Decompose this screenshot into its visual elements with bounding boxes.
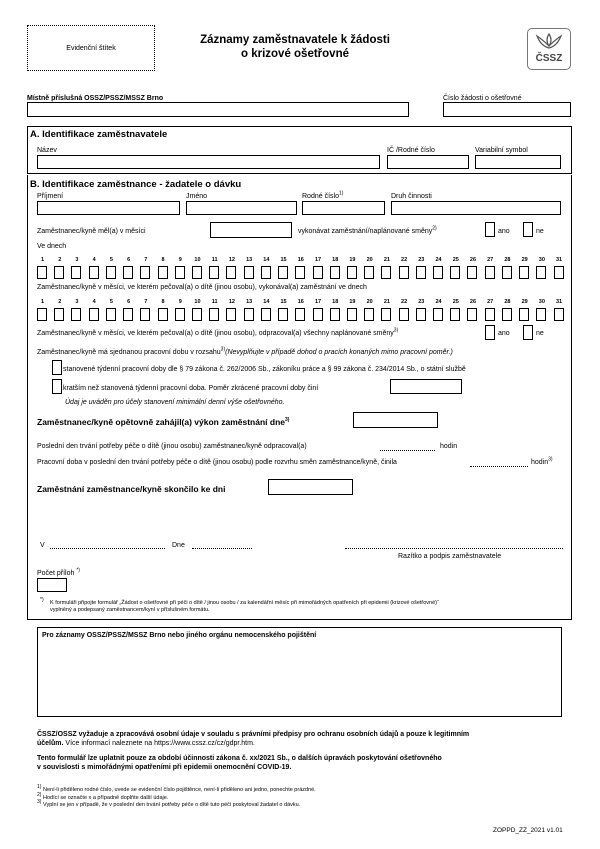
day-number: 10 — [194, 257, 201, 263]
shorter-hours-checkbox[interactable] — [52, 379, 62, 394]
day-cell — [536, 257, 547, 279]
day-cell — [364, 257, 375, 279]
day-cell — [519, 257, 530, 279]
day-checkbox[interactable] — [433, 308, 443, 321]
day-number: 30 — [538, 257, 545, 263]
day-checkbox[interactable] — [416, 266, 426, 279]
day-checkbox[interactable] — [37, 308, 47, 321]
day-cell — [554, 299, 565, 321]
day-number: 27 — [487, 299, 494, 305]
day-checkbox[interactable] — [330, 308, 340, 321]
day-cell — [158, 299, 169, 321]
day-checkbox[interactable] — [54, 308, 64, 321]
month-question-text: Zaměstnanec/kyně měl(a) v měsíci — [37, 228, 146, 235]
day-number: 9 — [178, 257, 182, 263]
day-number: 24 — [435, 257, 442, 263]
worked-days-row — [37, 299, 565, 321]
day-number: 29 — [521, 257, 528, 263]
attachments-footnote-2: vyplněný a podepsaný zaměstnancem/kyní v příslušném formátu. — [50, 607, 210, 613]
day-number: 1 — [40, 257, 45, 263]
day-cell — [54, 257, 65, 279]
day-number: 10 — [194, 299, 201, 305]
day-checkbox[interactable] — [209, 308, 219, 321]
sticker-label: Evidenční štítek — [66, 45, 116, 52]
birthno-label: Rodné číslo$^{1)}$ — [302, 190, 344, 200]
day-cell — [433, 257, 444, 279]
standard-hours-text: stanovené týdenní pracovní doby dle § 79 zákona č. 262/2006 Sb., zákoníku práce a § 99 zákona č. 234/2014 Sb., o státní službě — [63, 366, 466, 373]
day-checkbox[interactable] — [226, 308, 236, 321]
day-cell — [89, 257, 100, 279]
day-cell — [433, 299, 444, 321]
ic-label: IČ /Rodné číslo — [387, 147, 435, 154]
employer-name-field[interactable] — [37, 155, 380, 169]
day-number: 25 — [452, 299, 459, 305]
office-field[interactable] — [27, 102, 409, 117]
day-number: 12 — [228, 299, 235, 305]
day-cell — [347, 257, 358, 279]
standard-hours-checkbox[interactable] — [52, 360, 62, 375]
workhours-text: Zaměstnanec/kyně má sjednanou pracovní dobu v rozsahu$^{3)}$(Nevyplňujte v případě dohod o pracích konaných mimo pracovní poměr.) — [37, 346, 453, 356]
surname-label: Příjmení — [37, 193, 64, 200]
day-checkbox[interactable] — [519, 266, 529, 279]
day-checkbox[interactable] — [330, 266, 340, 279]
day-number: 26 — [469, 299, 477, 305]
title-line-1: Záznamy zaměstnavatele k žádosti — [200, 34, 390, 46]
month-yes-label: ano — [498, 228, 510, 235]
gdpr-notice — [37, 730, 567, 748]
day-checkbox[interactable] — [175, 308, 185, 321]
day-number: 1 — [40, 299, 45, 305]
gdpr-line-1: ČSSZ/OSSZ vyžaduje a zpracovává osobní údaje v souladu s právními předpisy pro ochranu osobních údajů a pouze k legitimním — [37, 731, 470, 738]
place-label: V — [40, 542, 45, 549]
day-cell — [313, 299, 324, 321]
day-cell — [381, 299, 392, 321]
place-field[interactable] — [50, 548, 165, 549]
day-cell — [175, 257, 186, 279]
activity-field[interactable] — [391, 201, 561, 215]
day-number: 22 — [401, 257, 408, 263]
section-b-title: B. Identifikace zaměstnance - žadatele o dávku — [30, 179, 242, 190]
day-cell — [295, 299, 306, 321]
day-number: 17 — [314, 257, 322, 263]
day-cell — [347, 299, 358, 321]
day-checkbox[interactable] — [140, 266, 150, 279]
day-cell — [519, 299, 530, 321]
day-checkbox[interactable] — [450, 266, 460, 279]
day-checkbox[interactable] — [450, 308, 460, 321]
day-checkbox[interactable] — [502, 308, 512, 321]
day-number: 7 — [144, 299, 148, 305]
schedule-hours-field[interactable] — [470, 466, 528, 467]
day-checkbox[interactable] — [158, 308, 168, 321]
day-checkbox[interactable] — [89, 308, 99, 321]
day-cell — [330, 299, 341, 321]
day-number: 2 — [58, 299, 62, 305]
page-title — [160, 33, 430, 61]
day-cell — [209, 299, 220, 321]
day-cell — [313, 257, 324, 279]
ended-date-field[interactable] — [268, 479, 353, 495]
day-checkbox[interactable] — [467, 308, 477, 321]
day-checkbox[interactable] — [192, 308, 202, 321]
day-cell — [175, 299, 186, 321]
day-checkbox[interactable] — [278, 266, 288, 279]
all-shifts-yes-checkbox[interactable] — [485, 325, 495, 340]
request-no-field[interactable] — [443, 102, 571, 117]
day-cell — [123, 257, 134, 279]
day-checkbox[interactable] — [519, 308, 529, 321]
day-cell — [485, 257, 496, 279]
day-cell — [140, 257, 151, 279]
planned-days-row — [37, 257, 565, 279]
shorter-hours-text: kratším než stanovená týdenní pracovní doba. Poměr zkrácené pracovní doby činí — [63, 385, 319, 392]
day-checkbox[interactable] — [399, 266, 409, 279]
day-checkbox[interactable] — [536, 308, 546, 321]
day-checkbox[interactable] — [123, 308, 133, 321]
day-cell — [209, 257, 220, 279]
day-checkbox[interactable] — [106, 266, 116, 279]
day-cell — [450, 257, 461, 279]
law-line-2: v souvislosti s mimořádnými opatřeními při epidemii onemocnění COVID-19. — [37, 764, 292, 771]
day-number: 5 — [109, 299, 113, 305]
footnote-item: $^{1)}$ Není-li přiděleno rodné číslo, uvede se evidenční číslo pojištěnce, není-li přiděleno ani jedno, ponechte prázdné. — [37, 784, 316, 793]
day-number: 18 — [332, 299, 339, 305]
day-number: 8 — [161, 299, 165, 305]
day-number: 4 — [92, 299, 96, 305]
day-checkbox[interactable] — [416, 308, 426, 321]
day-checkbox[interactable] — [295, 266, 305, 279]
day-number: 17 — [314, 299, 322, 305]
day-number: 31 — [556, 299, 563, 305]
day-number: 12 — [228, 257, 235, 263]
day-number: 30 — [538, 299, 545, 305]
day-number: 6 — [127, 299, 131, 305]
day-checkbox[interactable] — [347, 308, 357, 321]
day-cell — [554, 257, 565, 279]
day-number: 5 — [109, 257, 113, 263]
day-checkbox[interactable] — [554, 308, 564, 321]
firstname-field[interactable] — [186, 201, 297, 215]
day-cell — [226, 257, 237, 279]
day-cell — [106, 257, 117, 279]
day-checkbox[interactable] — [485, 266, 495, 279]
resumed-date-field[interactable] — [353, 412, 438, 428]
last-day-hours-label: hodin — [440, 443, 458, 450]
day-number: 19 — [349, 299, 356, 305]
day-checkbox[interactable] — [175, 266, 185, 279]
day-cell — [502, 299, 513, 321]
day-cell — [364, 299, 375, 321]
day-number: 31 — [556, 257, 563, 263]
day-checkbox[interactable] — [554, 266, 564, 279]
day-number: 11 — [211, 257, 218, 263]
gdpr-link-text: Více informací naleznete na https://www.cssz.cz/cz/gdpr.htm. — [65, 740, 255, 747]
form-code: ZOPPD_ZZ_2021 v1.01 — [493, 827, 563, 834]
office-label: Místně příslušná OSSZ/PSSZ/MSSZ Brno — [27, 95, 164, 102]
day-checkbox[interactable] — [226, 266, 236, 279]
day-cell — [416, 257, 427, 279]
day-cell — [158, 257, 169, 279]
footnote-item: $^{3)}$ Vyplní se jen v případě, že v poslední den trvání potřeby péče o dítě tuto péči poskytoval žadatel o dávku. — [37, 799, 301, 808]
day-cell — [106, 299, 117, 321]
days-label: Ve dnech — [37, 243, 67, 250]
day-checkbox[interactable] — [433, 266, 443, 279]
day-number: 8 — [161, 257, 165, 263]
day-checkbox[interactable] — [261, 266, 271, 279]
day-checkbox[interactable] — [89, 266, 99, 279]
sticker-box — [27, 25, 155, 71]
day-number: 3 — [75, 299, 79, 305]
section-a-title: A. Identifikace zaměstnavatele — [30, 129, 168, 140]
day-number: 16 — [297, 299, 304, 305]
day-checkbox[interactable] — [485, 308, 495, 321]
day-cell — [416, 299, 427, 321]
day-number: 11 — [211, 299, 218, 305]
day-checkbox[interactable] — [381, 308, 391, 321]
day-number: 22 — [401, 299, 408, 305]
day-number: 14 — [263, 299, 270, 305]
day-number: 25 — [452, 257, 459, 263]
day-cell — [399, 257, 410, 279]
all-shifts-no-label: ne — [536, 330, 544, 337]
day-cell — [71, 257, 82, 279]
day-number: 27 — [487, 257, 494, 263]
attachments-footnote-1: K formuláři připojte formulář „Žádost o ošetřovné při péči o dítě / jinou osobu / za kalendářní měsíc při mimořádných opatřeních při epidemii (krizové ošetřovné)“ — [50, 600, 439, 606]
day-cell — [485, 299, 496, 321]
signature-field[interactable] — [345, 548, 563, 549]
day-cell — [278, 257, 289, 279]
day-cell — [54, 299, 65, 321]
day-checkbox[interactable] — [71, 308, 81, 321]
day-checkbox[interactable] — [106, 308, 116, 321]
day-cell — [502, 257, 513, 279]
day-checkbox[interactable] — [347, 266, 357, 279]
employer-name-label: Název — [37, 147, 57, 154]
schedule-hours-label: hodin$^{3)}$ — [531, 456, 553, 466]
month-no-checkbox[interactable] — [523, 222, 533, 237]
day-cell — [330, 257, 341, 279]
vs-field[interactable] — [475, 155, 561, 169]
ended-label: Zaměstnání zaměstnance/kyně skončilo ke dni — [37, 484, 226, 494]
date-label: Dne — [172, 542, 185, 549]
day-cell — [192, 299, 203, 321]
law-line-1: Tento formulář lze uplatnit pouze za období účinnosti zákona č. xx/2021 Sb., o dalších úpravách poskytování ošetřovného — [37, 755, 442, 762]
day-number: 13 — [246, 299, 253, 305]
month-no-label: ne — [536, 228, 544, 235]
day-checkbox[interactable] — [364, 266, 374, 279]
footnotes — [37, 784, 316, 810]
day-checkbox[interactable] — [244, 308, 254, 321]
day-cell — [450, 299, 461, 321]
gdpr-line-2: účelům. — [37, 740, 64, 747]
month-question-text-2: vykonávat zaměstnání/naplánované směny$^{2)}$ — [298, 225, 437, 235]
day-cell — [278, 299, 289, 321]
day-number: 21 — [383, 257, 390, 263]
day-number: 15 — [280, 257, 287, 263]
day-cell — [261, 299, 272, 321]
day-number: 2 — [58, 257, 62, 263]
day-checkbox[interactable] — [295, 308, 305, 321]
last-day-text: Poslední den trvání potřeby péče o dítě (jinou osobu) zaměstnanec/kyně odpracoval(a) — [37, 443, 307, 450]
day-number: 23 — [418, 257, 425, 263]
day-checkbox[interactable] — [37, 266, 47, 279]
all-shifts-no-checkbox[interactable] — [523, 325, 533, 340]
day-cell — [467, 257, 478, 279]
day-number: 26 — [469, 257, 477, 263]
day-number: 29 — [521, 299, 528, 305]
day-cell — [71, 299, 82, 321]
day-checkbox[interactable] — [261, 308, 271, 321]
day-cell — [261, 257, 272, 279]
day-checkbox[interactable] — [209, 266, 219, 279]
day-checkbox[interactable] — [381, 266, 391, 279]
attachments-count-field[interactable] — [37, 578, 67, 592]
day-number: 20 — [366, 257, 373, 263]
day-checkbox[interactable] — [244, 266, 254, 279]
day-cell — [226, 299, 237, 321]
day-cell — [123, 299, 134, 321]
day-cell — [381, 257, 392, 279]
day-number: 3 — [75, 257, 79, 263]
day-cell — [295, 257, 306, 279]
all-shifts-yes-label: ano — [498, 330, 510, 337]
month-yes-checkbox[interactable] — [485, 222, 495, 237]
day-checkbox[interactable] — [71, 266, 81, 279]
linden-leaf-icon — [528, 32, 570, 52]
shorter-note: Údaj je uváděn pro účely stanovení minimální denní výše ošetřovného. — [65, 399, 285, 406]
day-checkbox[interactable] — [192, 266, 202, 279]
day-number: 9 — [178, 299, 182, 305]
day-number: 7 — [144, 257, 148, 263]
footnote-marker: *) — [40, 597, 44, 603]
request-no-label: Číslo žádosti o ošetřovné — [443, 95, 522, 102]
all-shifts-text: Zaměstnanec/kyně v měsíci, ve kterém pečoval(a) o dítě (jinou osobu), odpracoval(a) všechny naplánované směny$^{3)}$ — [37, 327, 399, 337]
logo-text: ČSSZ — [535, 53, 563, 64]
day-checkbox[interactable] — [502, 266, 512, 279]
birthno-field[interactable] — [302, 201, 385, 215]
day-cell — [89, 299, 100, 321]
last-day-schedule-text: Pracovní doba v poslední den trvání potřeby péče o dítě (jinou osobu) podle rozvrhu směn zaměstnance/kyně, činila — [37, 459, 397, 466]
day-number: 4 — [92, 257, 96, 263]
day-number: 14 — [263, 257, 270, 263]
day-number: 18 — [332, 257, 339, 263]
day-number: 6 — [127, 257, 131, 263]
surname-field[interactable] — [37, 201, 180, 215]
day-number: 28 — [504, 299, 511, 305]
day-checkbox[interactable] — [54, 266, 64, 279]
vs-label: Variabilní symbol — [475, 147, 528, 154]
day-number: 20 — [366, 299, 373, 305]
footnote-item: $^{2)}$ Hodící se označte x a případně doplňte další údaje. — [37, 791, 169, 801]
title-line-2: o krizové ošetřovné — [240, 48, 349, 60]
day-number: 23 — [418, 299, 425, 305]
day-number: 28 — [504, 257, 511, 263]
day-cell — [536, 299, 547, 321]
day-cell — [37, 299, 48, 321]
day-number: 19 — [349, 257, 356, 263]
day-checkbox[interactable] — [467, 266, 477, 279]
day-cell — [192, 257, 203, 279]
day-checkbox[interactable] — [536, 266, 546, 279]
day-checkbox[interactable] — [123, 266, 133, 279]
day-cell — [140, 299, 151, 321]
day-checkbox[interactable] — [313, 266, 323, 279]
day-number: 24 — [435, 299, 442, 305]
day-number: 16 — [297, 257, 304, 263]
day-checkbox[interactable] — [278, 308, 288, 321]
resumed-label: Zaměstnanec/kyně opětovně zahájil(a) výkon zaměstnání dne$^{3)}$ — [37, 417, 290, 427]
day-cell — [244, 257, 255, 279]
day-number: 21 — [383, 299, 390, 305]
law-notice — [37, 754, 567, 772]
day-cell — [467, 299, 478, 321]
care-days-text: Zaměstnanec/kyně v měsíci, ve kterém pečoval(a) o dítě (jinou osobu), vykonával(a) zaměstnání ve dnech — [37, 284, 367, 291]
day-checkbox[interactable] — [140, 308, 150, 321]
office-records-title: Pro záznamy OSSZ/PSSZ/MSSZ Brno nebo jiného orgánu nemocenského pojištění — [42, 632, 317, 639]
day-checkbox[interactable] — [158, 266, 168, 279]
date-field[interactable] — [192, 548, 252, 549]
month-field[interactable] — [210, 222, 292, 238]
firstname-label: Jméno — [186, 193, 208, 200]
day-cell — [244, 299, 255, 321]
activity-label: Druh činnosti — [391, 193, 432, 200]
last-day-hours-field[interactable] — [380, 450, 435, 451]
day-checkbox[interactable] — [364, 308, 374, 321]
ic-field[interactable] — [387, 155, 469, 169]
day-checkbox[interactable] — [399, 308, 409, 321]
shorter-ratio-field[interactable] — [390, 379, 462, 394]
attachments-label: Počet příloh *) — [37, 567, 80, 577]
day-number: 15 — [280, 299, 287, 305]
cssz-logo — [527, 28, 571, 70]
day-cell — [399, 299, 410, 321]
day-checkbox[interactable] — [313, 308, 323, 321]
stamp-label: Razítko a podpis zaměstnavatele — [398, 553, 502, 560]
day-cell — [37, 257, 48, 279]
day-number: 13 — [246, 257, 253, 263]
